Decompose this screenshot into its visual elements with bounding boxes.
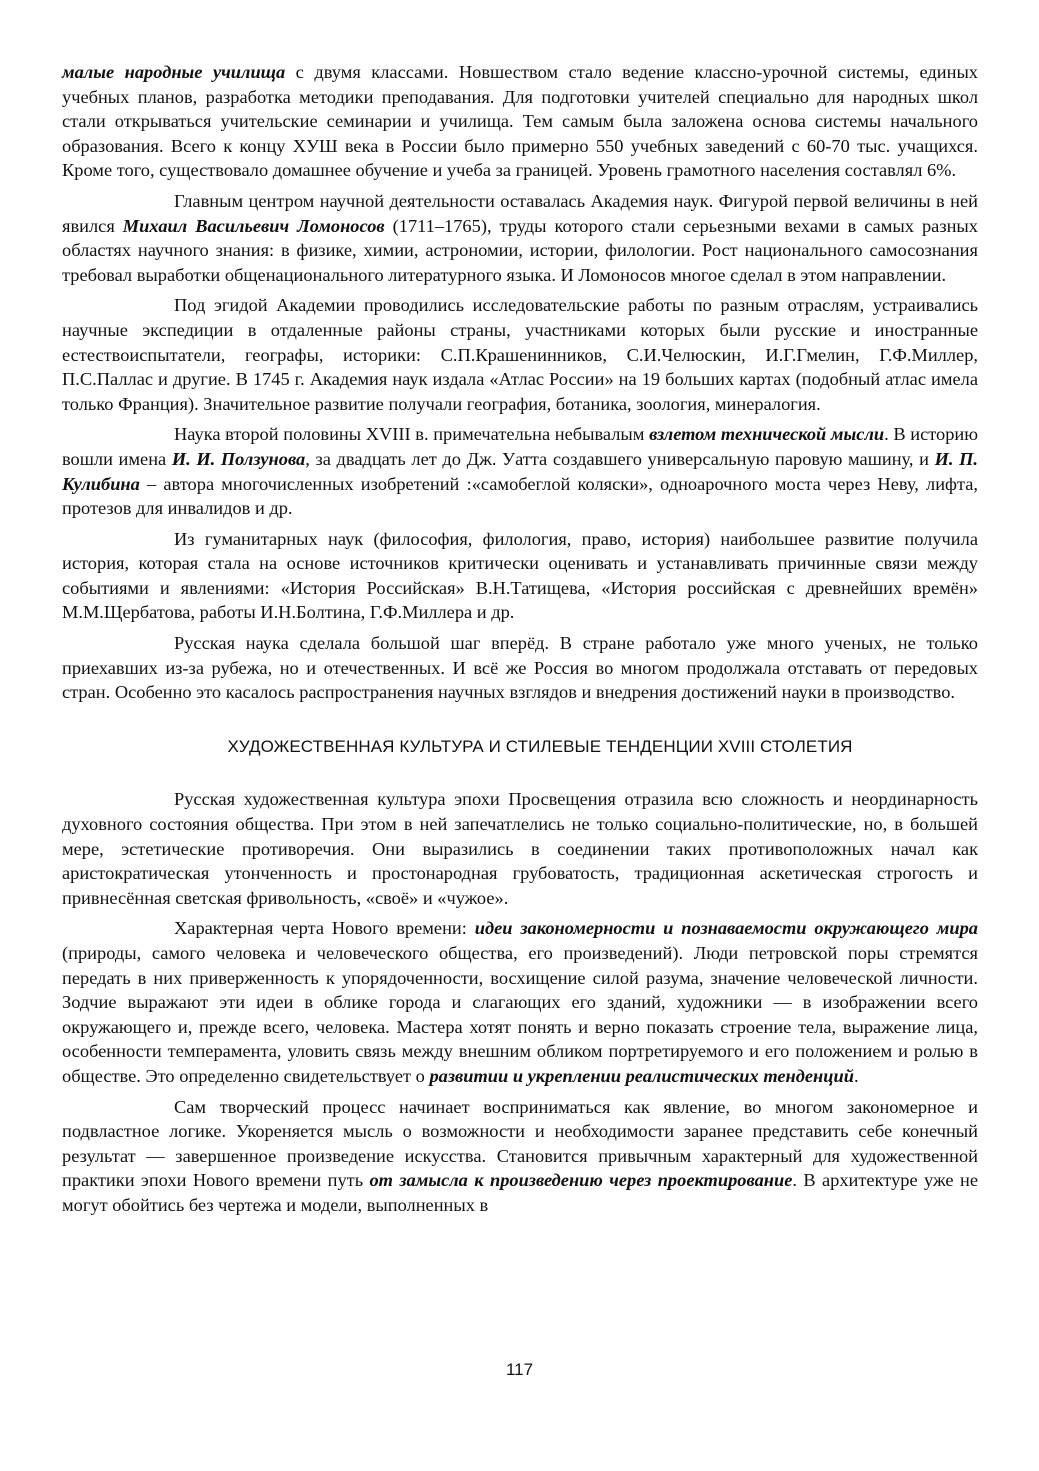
emphasis-text: И. И. Ползунова bbox=[171, 448, 306, 469]
paragraph bbox=[62, 293, 978, 416]
paragraph bbox=[62, 422, 978, 520]
text-run: Русская наука сделала большой шаг вперёд. В стране работало уже много ученых, не только приехавших из-за рубежа, но и отечественных. И всё же Россия во многом продолжала отставать от передовых стран. Особенно это касалось распространения научных взглядов и внедрения достижений науки в производство. bbox=[62, 633, 978, 703]
section-heading: ХУДОЖЕСТВЕННАЯ КУЛЬТУРА И СТИЛЕВЫЕ ТЕНДЕНЦИИ XVIII СТОЛЕТИЯ bbox=[227, 736, 853, 756]
emphasis-text: от замысла к произведению через проектирование bbox=[369, 1170, 793, 1191]
paragraph bbox=[62, 189, 978, 287]
emphasis-text: взлетом технической мысли bbox=[649, 424, 885, 445]
text-run: с двумя классами. Новшеством стало ведение классно-урочной системы, единых учебных планов, разработка методики преподавания. Для подготовки учителей специально для народных школ стали открываться учительские семинарии и училища. Тем самым была заложена основа системы начального образования. Всего к концу ХУШ века в России было примерно 550 учебных заведений с 60-70 тыс. учащихся. Кроме того, существовало домашнее обучение и учеба за границей. Уровень грамотного населения составлял 6%. bbox=[62, 62, 978, 181]
text-run: . В историю вошли имена bbox=[62, 424, 978, 469]
text-run: Из гуманитарных наук (философия, филология, право, история) наибольшее развитие получила история, которая стала на основе источников критически оценивать и устанавливать причинные связи между событиями и явлениями: «История Российская» В.Н.Татищева, «История российская с древнейших времён» М.М.Щербатова, работы И.Н.Болтина, Г.Ф.Миллера и др. bbox=[62, 528, 978, 623]
section-art-culture bbox=[62, 787, 978, 1217]
text-run: Главным центром научной деятельности оставалась Академия наук. Фигурой первой величины в ней явился bbox=[62, 190, 978, 236]
paragraph bbox=[62, 60, 978, 183]
text-run: , за двадцать лет до Дж. Уатта создавшего универсальную паровую машину, и bbox=[305, 448, 935, 469]
emphasis-text: идеи закономерности и познаваемости окружающего мира bbox=[474, 918, 978, 939]
emphasis-text: Михаил Васильевич Ломоносов bbox=[122, 215, 385, 236]
emphasis-text: И. П. Кулибина bbox=[62, 448, 979, 494]
text-run: Характерная черта Нового времени: bbox=[174, 918, 475, 939]
emphasis-text: малые народные училища bbox=[62, 62, 286, 82]
page-body bbox=[62, 60, 978, 1218]
section-education-science bbox=[62, 60, 978, 705]
emphasis-text: развитии и укреплении реалистических тенденций bbox=[429, 1065, 854, 1086]
text-run: Сам творческий процесс начинает восприниматься как явление, во многом закономерное и подвластное логике. Укореняется мысль о возможности и необходимости заранее представить себе конечный результат — завершенное произведение искусства. Становится привычным характерный для художественной практики эпохи Нового времени путь bbox=[62, 1096, 978, 1191]
text-run: Наука второй половины XVIII в. примечательна небывалым bbox=[174, 424, 650, 445]
text-run: . В архитектуре уже не могут обойтись без чертежа и модели, выполненных в bbox=[62, 1170, 978, 1215]
paragraph bbox=[62, 1095, 978, 1218]
text-run: . bbox=[853, 1065, 859, 1086]
text-run: Под эгидой Академии проводились исследовательские работы по разным отраслям, устраивались научные экспедиции в отдаленные районы страны, участниками которых были русские и иностранные естествоиспытатели, географы, историки: С.П.Крашенинников, С.И.Челюскин, И.Г.Гмелин, Г.Ф.Миллер, П.С.Паллас и другие. В 1745 г. Академия наук издала «Атлас России» на 19 больших картах (подобный атлас имела только Франция). Значительное развитие получали география, ботаника, зоология, минералогия. bbox=[62, 295, 978, 414]
text-run: – автора многочисленных изобретений :«самобеглой коляски», одноарочного моста через Неву, лифта, протезов для инвалидов и др. bbox=[62, 473, 978, 519]
paragraph bbox=[62, 787, 978, 910]
paragraph bbox=[62, 527, 978, 625]
text-run: (природы, самого человека и человеческого общества, его произведений). Люди петровской поры стремятся передать в них приверженность к упорядоченности, восхищение силой разума, значение человеческой личности. Зодчие выражают эти идеи в облике города и слагающих его зданий, художники — в изображении всего окружающего и, прежде всего, человека. Мастера хотят понять и верно показать строение тела, выражение лица, особенности темперамента, уловить связь между внешним обликом портретируемого и его положением и ролью в обществе. Это определенно свидетельствует о bbox=[62, 943, 978, 1086]
text-run: Русская художественная культура эпохи Просвещения отразила всю сложность и неординарность духовного состояния общества. При этом в ней запечатлелись не только социально-политические, но, в большей мере, эстетические противоречия. Они выразились в соединении таких противоположных начал как аристократическая утонченность и простонародная грубоватость, традиционная аскетическая строгость и привнесённая светская фривольность, «своё» и «чужое». bbox=[62, 789, 978, 908]
text-run: (1711–1765), труды которого стали серьезными вехами в самых разных областях научного знания: в физике, химии, астрономии, истории, филологии. Рост национального самосознания требовал выработки общенационального литературного языка. И Ломоносов многое сделал в этом направлении. bbox=[62, 215, 978, 285]
paragraph bbox=[62, 631, 978, 705]
paragraph bbox=[62, 916, 978, 1088]
page-number: 117 bbox=[505, 1360, 534, 1379]
